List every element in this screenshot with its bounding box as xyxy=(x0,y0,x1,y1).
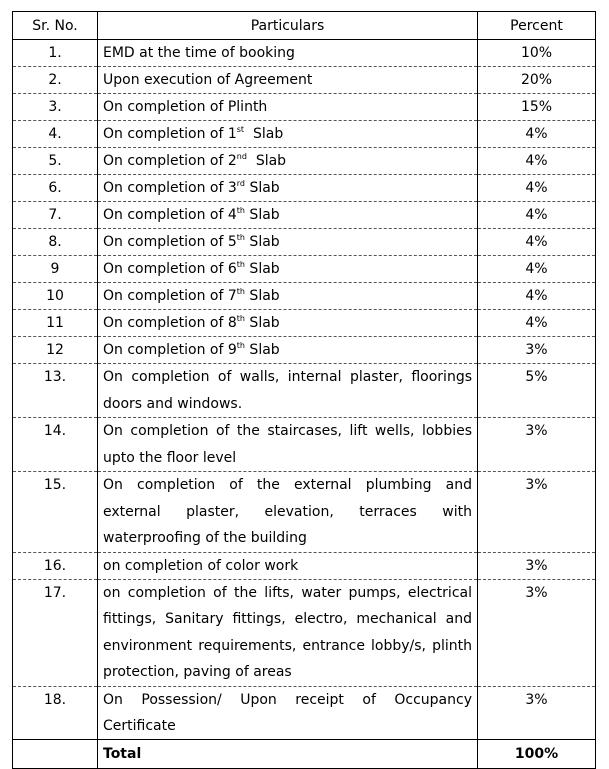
particulars-cell: On completion of Plinth xyxy=(98,94,478,121)
sr-no-cell: 10 xyxy=(13,283,98,310)
sr-no-cell: 2. xyxy=(13,67,98,94)
percent-cell: 10% xyxy=(478,40,596,67)
particulars-text: On completion of 5 xyxy=(103,234,237,250)
particulars-cell xyxy=(98,202,478,229)
particulars-text: On completion of 3 xyxy=(103,180,237,196)
particulars-cell xyxy=(98,229,478,256)
table-row xyxy=(13,552,596,579)
sr-no-cell: 8. xyxy=(13,229,98,256)
percent-cell: 3% xyxy=(478,418,596,472)
table-row xyxy=(13,337,596,364)
ordinal-suffix: st xyxy=(236,125,245,134)
percent-cell: 4% xyxy=(478,148,596,175)
particulars-cell xyxy=(98,256,478,283)
header-sr-no: Sr. No. xyxy=(13,12,98,40)
table-row xyxy=(13,364,596,418)
percent-cell: 15% xyxy=(478,94,596,121)
percent-cell: 4% xyxy=(478,310,596,337)
particulars-cell xyxy=(98,310,478,337)
particulars-text: Slab xyxy=(244,315,280,331)
particulars-cell: on completion of the lifts, water pumps, electrical fittings, Sanitary fittings, electro, mechanical and environment requirements, entrance lobby/s, plinth protection, paving of areas xyxy=(98,579,478,686)
total-sr-cell xyxy=(13,739,98,768)
particulars-cell xyxy=(98,283,478,310)
header-percent: Percent xyxy=(478,12,596,40)
sr-no-cell: 7. xyxy=(13,202,98,229)
particulars-cell: EMD at the time of booking xyxy=(98,40,478,67)
sr-no-cell: 5. xyxy=(13,148,98,175)
sr-no-cell: 12 xyxy=(13,337,98,364)
particulars-cell xyxy=(98,337,478,364)
ordinal-suffix: rd xyxy=(236,179,245,188)
sr-no-cell: 16. xyxy=(13,552,98,579)
ordinal-suffix: nd xyxy=(236,152,247,161)
sr-no-cell: 1. xyxy=(13,40,98,67)
table-row xyxy=(13,310,596,337)
particulars-cell: On Possession/ Upon receipt of Occupancy Certificate xyxy=(98,686,478,739)
sr-no-cell: 18. xyxy=(13,686,98,739)
percent-cell: 3% xyxy=(478,337,596,364)
ordinal-suffix: th xyxy=(236,206,245,215)
percent-cell: 3% xyxy=(478,472,596,553)
sr-no-cell: 13. xyxy=(13,364,98,418)
particulars-cell xyxy=(98,121,478,148)
table-row xyxy=(13,418,596,472)
percent-cell: 4% xyxy=(478,283,596,310)
particulars-text: On completion of 8 xyxy=(103,315,237,331)
ordinal-suffix: th xyxy=(236,341,245,350)
table-row xyxy=(13,256,596,283)
particulars-text: Slab xyxy=(244,126,284,142)
sr-no-cell: 9 xyxy=(13,256,98,283)
particulars-text: Slab xyxy=(244,234,280,250)
sr-no-cell: 4. xyxy=(13,121,98,148)
table-row xyxy=(13,229,596,256)
particulars-text: Slab xyxy=(245,180,280,196)
table-row xyxy=(13,579,596,686)
particulars-cell: On completion of walls, internal plaster, floorings doors and windows. xyxy=(98,364,478,418)
particulars-text: Slab xyxy=(244,261,280,277)
particulars-cell: On completion of the staircases, lift wells, lobbies upto the floor level xyxy=(98,418,478,472)
particulars-text: On completion of 2 xyxy=(103,153,237,169)
sr-no-cell: 15. xyxy=(13,472,98,553)
percent-cell: 20% xyxy=(478,67,596,94)
table-body xyxy=(13,40,596,769)
particulars-text: On completion of 4 xyxy=(103,207,237,223)
table-row xyxy=(13,148,596,175)
particulars-text: On completion of 6 xyxy=(103,261,237,277)
sr-no-cell: 6. xyxy=(13,175,98,202)
particulars-cell: On completion of the external plumbing and external plaster, elevation, terraces with waterproofing of the building xyxy=(98,472,478,553)
particulars-text: Slab xyxy=(246,153,287,169)
percent-cell: 4% xyxy=(478,121,596,148)
particulars-text: Slab xyxy=(244,342,280,358)
table-row xyxy=(13,472,596,553)
total-row xyxy=(13,739,596,768)
sr-no-cell: 14. xyxy=(13,418,98,472)
table-row xyxy=(13,283,596,310)
percent-cell: 4% xyxy=(478,175,596,202)
table-row xyxy=(13,121,596,148)
percent-cell: 5% xyxy=(478,364,596,418)
particulars-cell: on completion of color work xyxy=(98,552,478,579)
table-row xyxy=(13,686,596,739)
percent-cell: 3% xyxy=(478,552,596,579)
percent-cell: 4% xyxy=(478,202,596,229)
particulars-cell xyxy=(98,175,478,202)
percent-cell: 3% xyxy=(478,579,596,686)
total-label: Total xyxy=(98,739,478,768)
total-percent: 100% xyxy=(478,739,596,768)
ordinal-suffix: th xyxy=(236,287,245,296)
ordinal-suffix: th xyxy=(236,314,245,323)
particulars-text: On completion of 7 xyxy=(103,288,237,304)
particulars-cell: Upon execution of Agreement xyxy=(98,67,478,94)
sr-no-cell: 17. xyxy=(13,579,98,686)
header-row xyxy=(13,12,596,40)
ordinal-suffix: th xyxy=(236,233,245,242)
percent-cell: 4% xyxy=(478,229,596,256)
particulars-text: On completion of 9 xyxy=(103,342,237,358)
table-row xyxy=(13,202,596,229)
particulars-text: Slab xyxy=(244,288,280,304)
payment-schedule-table xyxy=(12,11,596,769)
percent-cell: 4% xyxy=(478,256,596,283)
header-particulars: Particulars xyxy=(98,12,478,40)
particulars-text: Slab xyxy=(244,207,280,223)
particulars-cell xyxy=(98,148,478,175)
table-row xyxy=(13,40,596,67)
sr-no-cell: 11 xyxy=(13,310,98,337)
table-row xyxy=(13,175,596,202)
ordinal-suffix: th xyxy=(236,260,245,269)
percent-cell: 3% xyxy=(478,686,596,739)
table-row xyxy=(13,94,596,121)
sr-no-cell: 3. xyxy=(13,94,98,121)
particulars-text: On completion of 1 xyxy=(103,126,237,142)
table-row xyxy=(13,67,596,94)
